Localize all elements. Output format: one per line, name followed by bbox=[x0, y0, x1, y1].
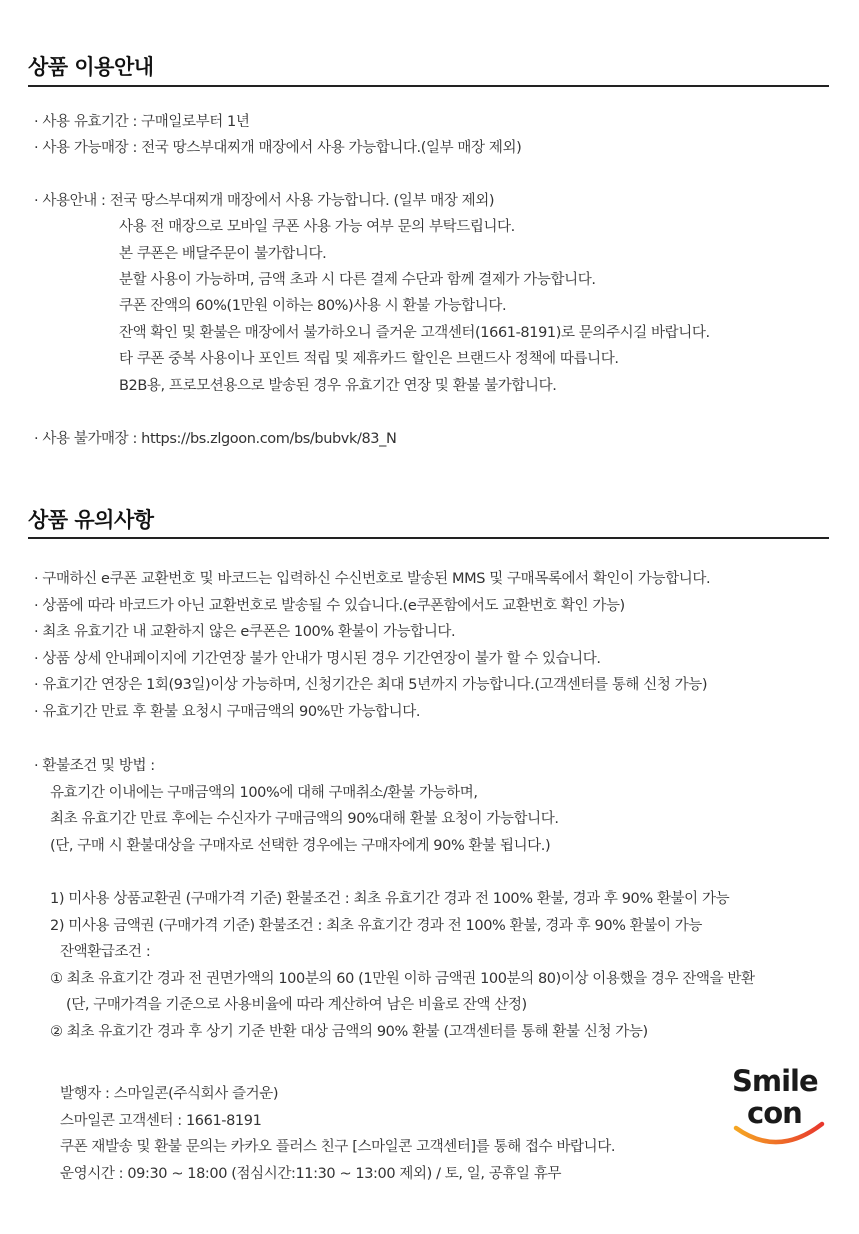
publisher-line: 발행자 : 스마일콘(주식회사 즐거운) bbox=[60, 1086, 279, 1102]
usage-guide-detail: 분할 사용이 가능하며, 금액 초과 시 다른 결제 수단과 함께 결제가 가능합니다. bbox=[119, 272, 596, 288]
caution-line: · 구매하신 e쿠폰 교환번호 및 바코드는 입력하신 수신번호로 발송된 MMS 및 구매목록에서 확인이 가능합니다. bbox=[34, 571, 711, 587]
kakao-inquiry-line: 쿠폰 재발송 및 환불 문의는 카카오 플러스 친구 [스마일콘 고객센터]를 통해 접수 바랍니다. bbox=[60, 1139, 616, 1155]
logo-word-smile: Smile bbox=[732, 1064, 818, 1098]
caution-line: · 유효기간 만료 후 환불 요청시 구매금액의 90%만 가능합니다. bbox=[34, 704, 421, 720]
usage-guide-detail: 사용 전 매장으로 모바일 쿠폰 사용 가능 여부 문의 부탁드립니다. bbox=[119, 219, 515, 235]
operating-hours-line: 운영시간 : 09:30 ~ 18:00 (점심시간:11:30 ~ 13:00 제외) / 토, 일, 공휴일 휴무 bbox=[60, 1166, 562, 1182]
section-divider bbox=[28, 85, 829, 87]
caution-line: · 최초 유효기간 내 교환하지 않은 e쿠폰은 100% 환불이 가능합니다. bbox=[34, 624, 456, 640]
balance-refund-item: ② 최초 유효기간 경과 후 상기 기준 반환 대상 금액의 90% 환불 (고객센터를 통해 환불 신청 가능) bbox=[50, 1024, 648, 1040]
logo-word-con: con bbox=[747, 1096, 802, 1130]
refund-detail: 최초 유효기간 만료 후에는 수신자가 구매금액의 90%대해 환불 요청이 가능합니다. bbox=[50, 811, 559, 827]
caution-line: · 상품에 따라 바코드가 아닌 교환번호로 발송될 수 있습니다.(e쿠폰함에서도 교환번호 확인 가능) bbox=[34, 598, 625, 614]
refund-detail: (단, 구매 시 환불대상을 구매자로 선택한 경우에는 구매자에게 90% 환불 됩니다.) bbox=[50, 838, 551, 854]
caution-line: · 상품 상세 안내페이지에 기간연장 불가 안내가 명시된 경우 기간연장이 불가 할 수 있습니다. bbox=[34, 651, 601, 667]
usage-guide-detail: 잔액 확인 및 환불은 매장에서 불가하오니 즐거운 고객센터(1661-8191)로 문의주시길 바랍니다. bbox=[119, 325, 710, 341]
usage-stores-line: · 사용 가능매장 : 전국 땅스부대찌개 매장에서 사용 가능합니다.(일부 매장 제외) bbox=[34, 140, 522, 156]
balance-refund-note: (단, 구매가격을 기준으로 사용비율에 따라 계산하여 남은 비율로 잔액 산정) bbox=[66, 997, 527, 1013]
usage-guide-detail: 본 쿠폰은 배달주문이 불가합니다. bbox=[119, 246, 327, 262]
refund-detail: 유효기간 이내에는 구매금액의 100%에 대해 구매취소/환불 가능하며, bbox=[50, 785, 478, 801]
smilecon-logo bbox=[730, 1064, 830, 1148]
refund-condition: 2) 미사용 금액권 (구매가격 기준) 환불조건 : 최초 유효기간 경과 전 100% 환불, 경과 후 90% 환불이 가능 bbox=[50, 918, 702, 934]
usage-guide-detail: B2B용, 프로모션용으로 발송된 경우 유효기간 연장 및 환불 불가합니다. bbox=[119, 378, 557, 394]
smile-arc-icon bbox=[730, 1118, 830, 1148]
balance-refund-heading: 잔액환급조건 : bbox=[60, 944, 151, 960]
usage-guide-line: · 사용안내 : 전국 땅스부대찌개 매장에서 사용 가능합니다. (일부 매장 제외) bbox=[34, 193, 495, 209]
usage-guide-detail: 쿠폰 잔액의 60%(1만원 이하는 80%)사용 시 환불 가능합니다. bbox=[119, 298, 507, 314]
usage-guide-detail: 타 쿠폰 중복 사용이나 포인트 적립 및 제휴카드 할인은 브랜드사 정책에 따릅니다. bbox=[119, 351, 619, 367]
caution-line: · 유효기간 연장은 1회(93일)이상 가능하며, 신청기간은 최대 5년까지 가능합니다.(고객센터를 통해 신청 가능) bbox=[34, 677, 708, 693]
section-divider bbox=[28, 537, 829, 539]
excluded-stores-line: · 사용 불가매장 : https://bs.zlgoon.com/bs/bubvk/83_N bbox=[34, 431, 397, 447]
customer-center-line: 스마일콘 고객센터 : 1661-8191 bbox=[60, 1113, 262, 1129]
section-title-usage-guide: 상품 이용안내 bbox=[28, 55, 154, 79]
usage-validity-line: · 사용 유효기간 : 구매일로부터 1년 bbox=[34, 114, 250, 130]
balance-refund-item: ① 최초 유효기간 경과 전 권면가액의 100분의 60 (1만원 이하 금액권 100분의 80)이상 이용했을 경우 잔액을 반환 bbox=[50, 971, 755, 987]
refund-heading: · 환불조건 및 방법 : bbox=[34, 758, 155, 774]
refund-condition: 1) 미사용 상품교환권 (구매가격 기준) 환불조건 : 최초 유효기간 경과 전 100% 환불, 경과 후 90% 환불이 가능 bbox=[50, 891, 730, 907]
section-title-cautions: 상품 유의사항 bbox=[28, 508, 154, 532]
